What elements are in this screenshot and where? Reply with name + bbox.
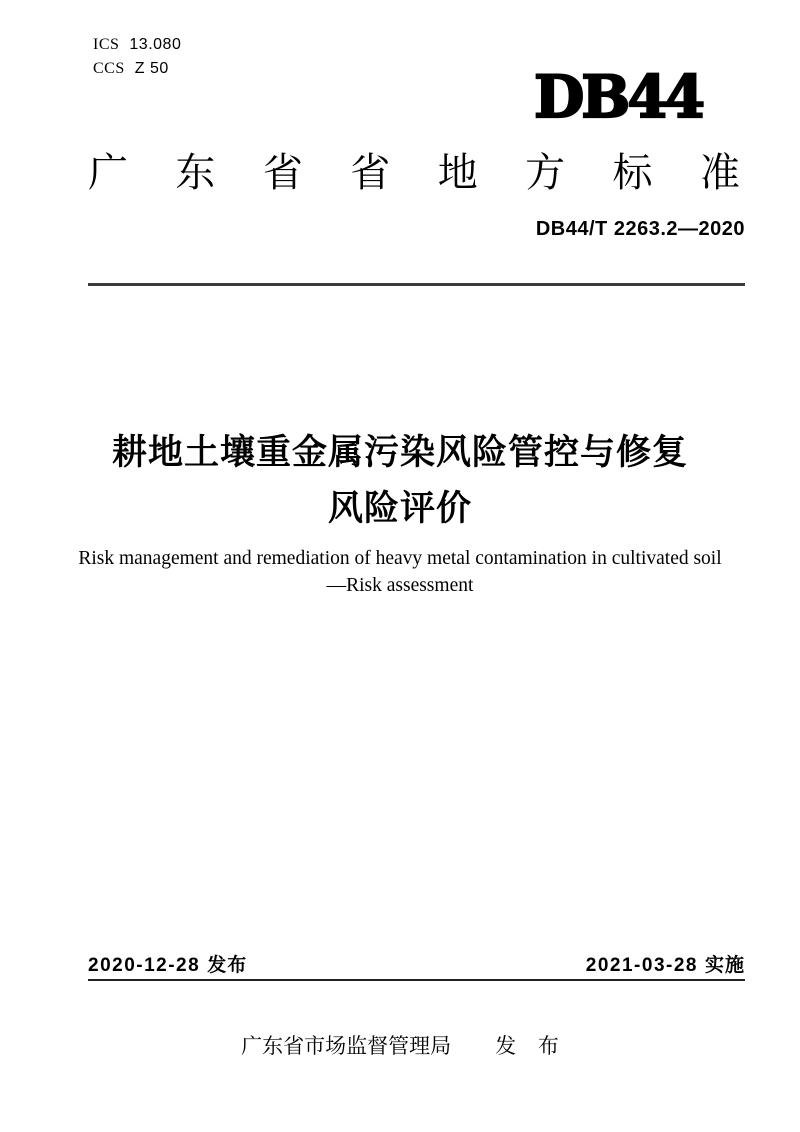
dates-row [88,950,745,977]
implement-label: 实施 [704,955,745,976]
standard-type-char: 广 [88,151,128,195]
publisher-name: 广东省市场监督管理局 [241,1035,452,1058]
standard-type-char: 省 [262,151,303,195]
ccs-code-line [93,57,181,81]
standard-type-char: 地 [437,151,478,195]
issue-date-group [88,950,247,977]
issue-label: 发布 [207,955,248,976]
document-title-en [0,545,800,599]
document-title-en-line1: Risk management and remediation of heavy metal contamination in cultivated soil [78,548,722,569]
standard-type-char: 方 [525,151,566,195]
publish-label: 发 布 [495,1035,559,1058]
standard-type-char: 东 [175,151,216,195]
standard-type-char: 标 [612,151,653,195]
document-title-zh [0,425,800,537]
db44-logo: DB44 [534,63,703,131]
ccs-label: CCS [93,60,125,77]
document-title-en-line2: —Risk assessment [326,575,474,596]
ics-code-line [93,33,181,57]
header-divider [88,283,745,286]
classification-codes [93,33,181,81]
implement-date: 2021-03-28 [585,955,698,976]
standard-number: DB44/T 2263.2—2020 [535,218,745,240]
publisher-row [0,1030,800,1060]
ics-value: 13.080 [129,36,182,53]
implement-date-group [586,950,745,977]
standard-type-char: 准 [699,151,740,195]
document-title-line2: 风险评价 [327,489,472,528]
footer-divider [88,979,745,981]
issue-date: 2020-12-28 [88,955,201,976]
ccs-value: Z 50 [134,60,169,77]
ics-label: ICS [93,36,120,53]
standard-type-char: 省 [350,151,391,195]
document-title-line1: 耕地土壤重金属污染风险管控与修复 [111,433,688,472]
standard-type-title [88,152,740,194]
